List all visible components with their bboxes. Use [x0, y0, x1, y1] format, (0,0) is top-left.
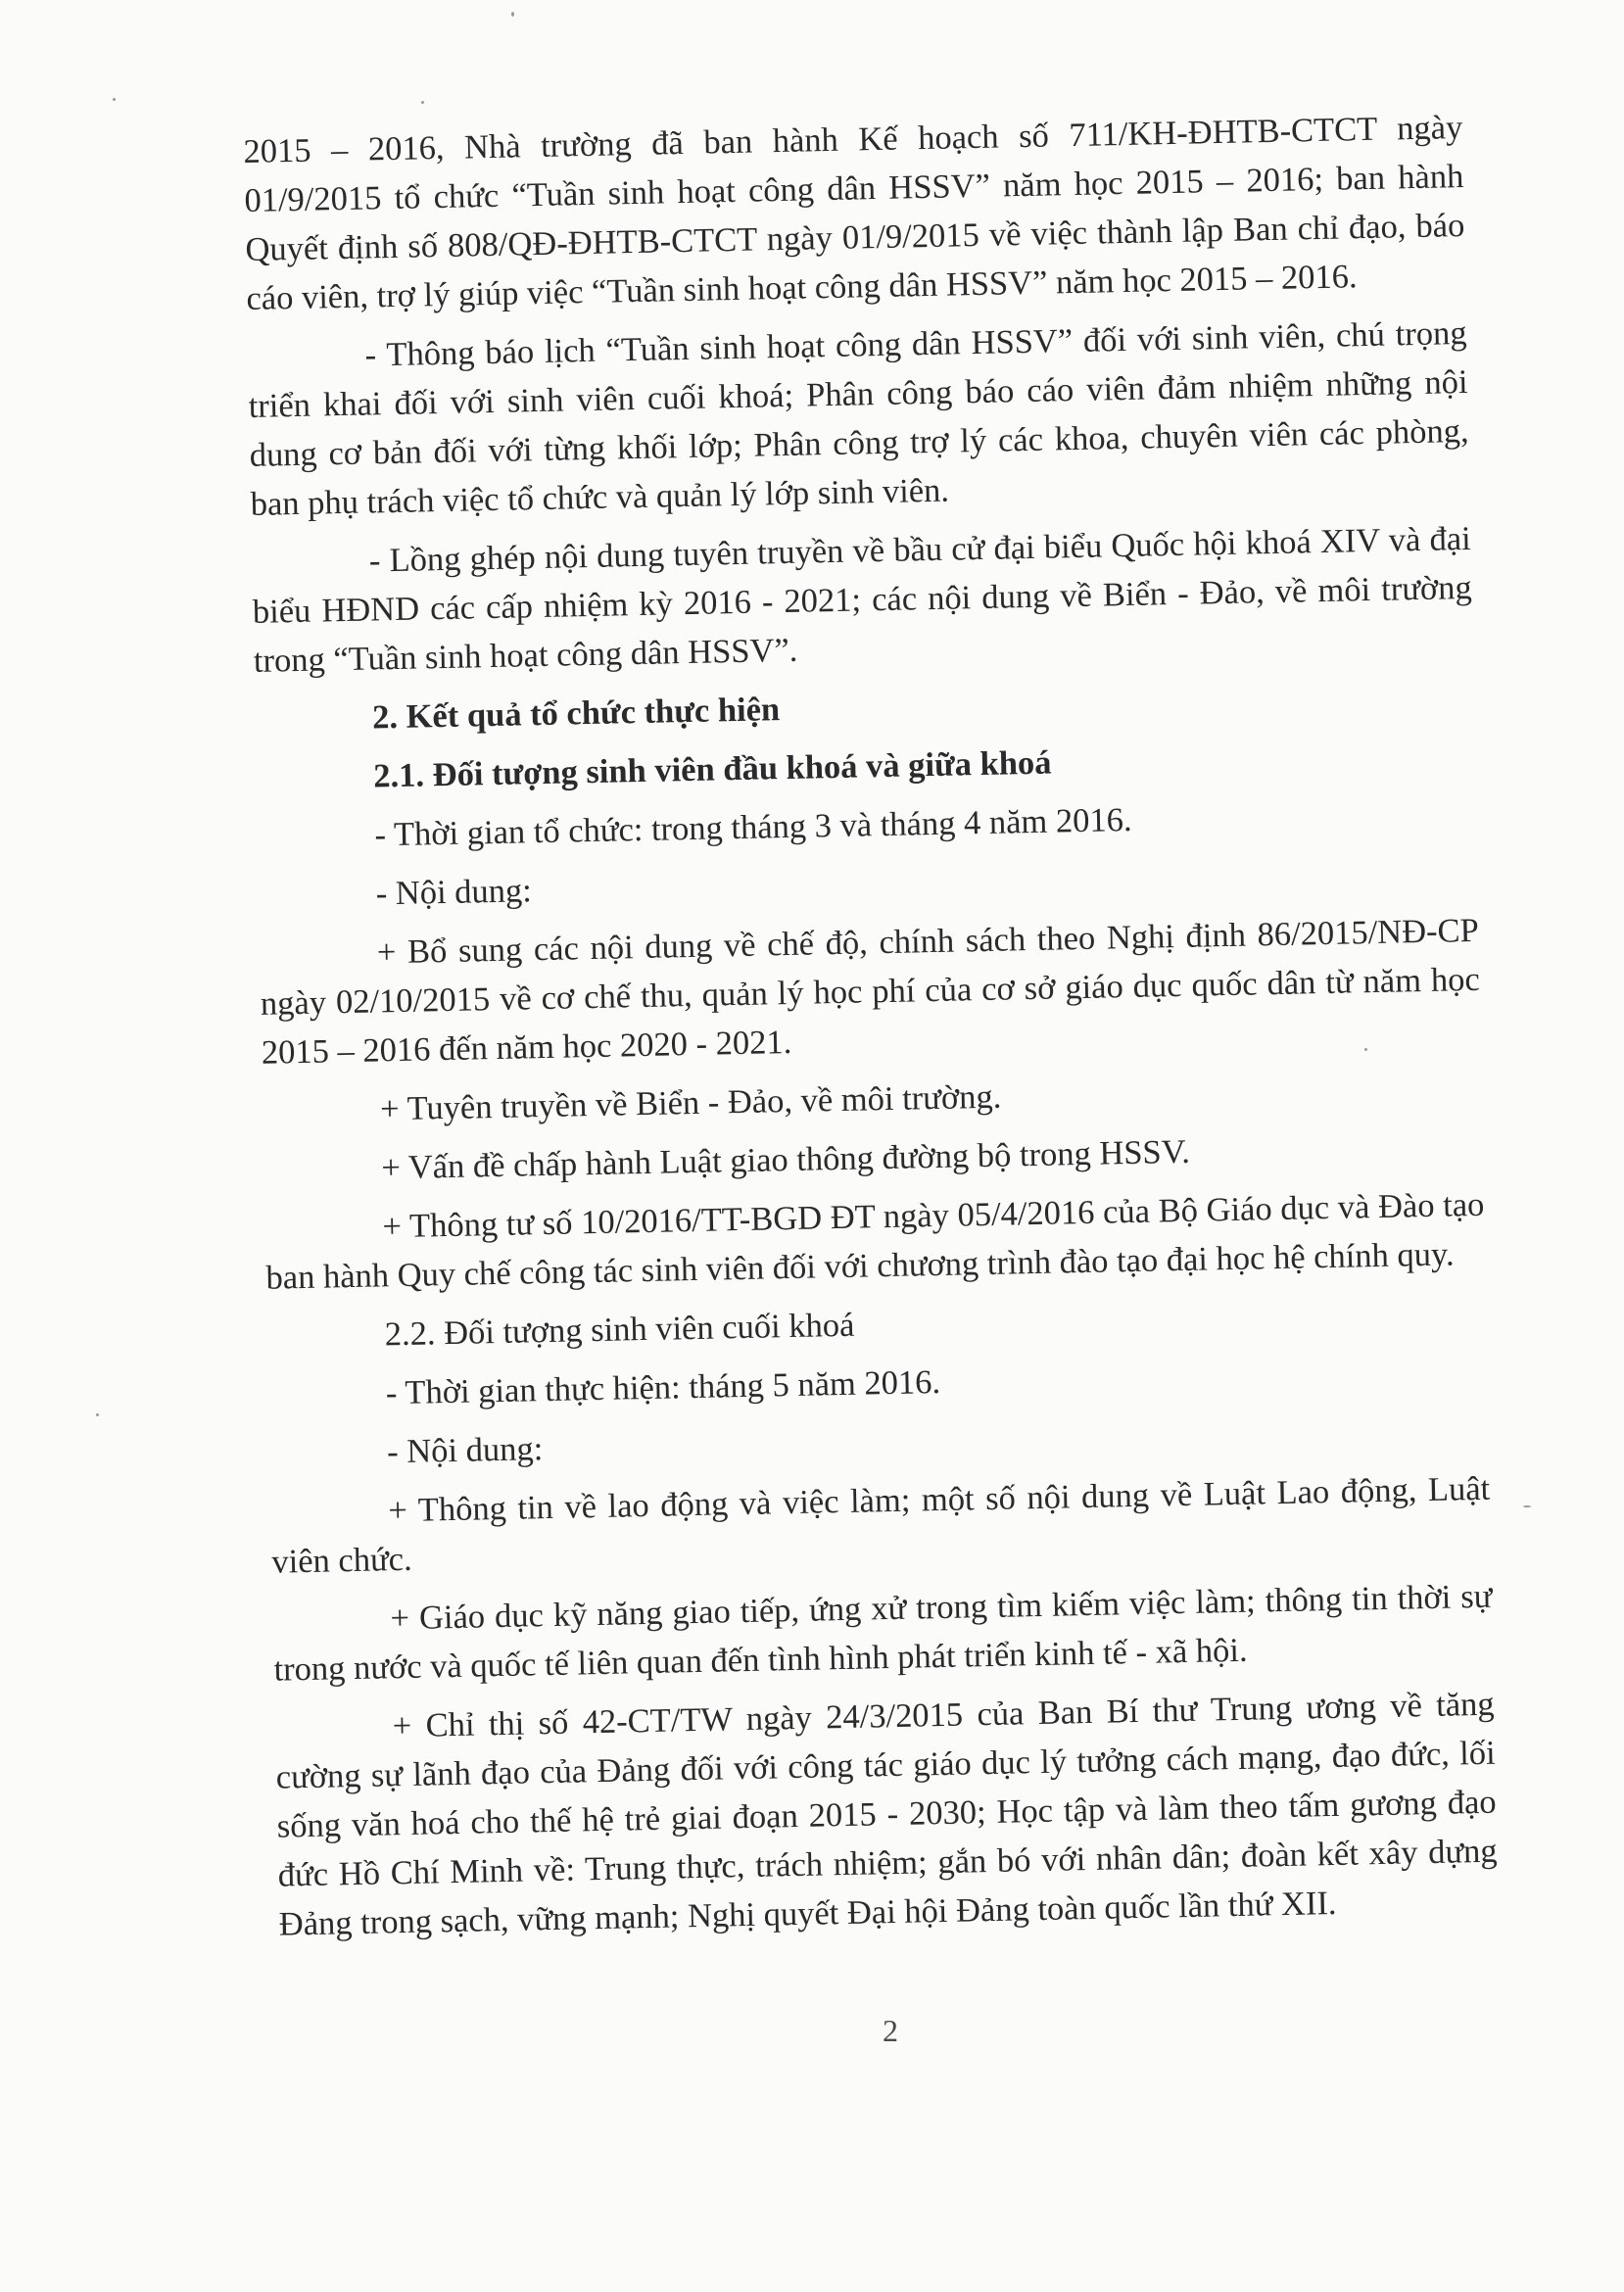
- list-item-labor-employment: + Thông tin về lao động và việc làm; một số nội dung về Luật Lao động, Luật viên chức.: [271, 1469, 1491, 1581]
- page-number: 2: [883, 2013, 898, 2048]
- paragraph-plan-issuance: 2015 – 2016, Nhà trường đã ban hành Kế hoạch số 711/KH-ĐHTB-CTCT ngày 01/9/2015 tổ chức “Tuần sinh hoạt công dân HSSV” năm học 2015 – 2016; ban hành Quyết định số 808/QĐ-ĐHTB-CTCT ngày 01/9/2015 về việc thành lập Ban chỉ đạo, báo cáo viên, trợ lý giúp việc “Tuần sinh hoạt công dân HSSV” năm học 2015 – 2016.: [243, 109, 1465, 317]
- paragraph-content-label: - Nội dung:: [375, 872, 533, 913]
- list-item-decree-86: + Bổ sung các nội dung về chế độ, chính sách theo Nghị định 86/2015/NĐ-CP ngày 02/10/2015 về cơ chế thu, quản lý học phí của cơ sở giáo dục quốc dân từ năm học 2015 – 2016 đến năm học 2020 - 2021.: [260, 911, 1481, 1072]
- list-item-traffic-law: + Vấn đề chấp hành Luật giao thông đường bộ trong HSSV.: [380, 1132, 1191, 1187]
- paragraph-time-implemented: - Thời gian thực hiện: tháng 5 năm 2016.: [385, 1362, 941, 1412]
- section-heading-results: 2. Kết quả tổ chức thực hiện: [371, 691, 781, 737]
- subsection-heading-first-mid-year: 2.1. Đối tượng sinh viên đầu khoá và giữa khoá: [372, 743, 1052, 795]
- scan-speck: [1523, 1505, 1531, 1507]
- scan-speck: [421, 101, 424, 104]
- paragraph-integrated-propaganda: - Lồng ghép nội dung tuyên truyền về bầu cử đại biểu Quốc hội khoá XIV và đại biểu HĐND các cấp nhiệm kỳ 2016 - 2021; các nội dung về Biển - Đảo, về môi trường trong “Tuần sinh hoạt công dân HSSV”.: [252, 519, 1473, 680]
- list-item-directive-42: + Chỉ thị số 42-CT/TW ngày 24/3/2015 của Ban Bí thư Trung ương về tăng cường sự lãnh đạo của Đảng đối với công tác giáo dục lý tưởng cách mạng, đạo đức, lối sống văn hoá cho thế hệ trẻ giai đoạn 2015 - 2030; Học tập và làm theo tấm gương đạo đức Hồ Chí Minh về: Trung thực, trách nhiệm; gắn bó với nhân dân; đoàn kết xây dựng Đảng trong sạch, vững mạnh; Nghị quyết Đại hội Đảng toàn quốc lần thứ XII.: [275, 1685, 1498, 1943]
- paragraph-schedule-notice: - Thông báo lịch “Tuần sinh hoạt công dân HSSV” đối với sinh viên, chú trọng triển khai đối với sinh viên cuối khoá; Phân công báo cáo viên đảm nhiệm những nội dung cơ bản đối với từng khối lớp; Phân công trợ lý các khoa, chuyên viên các phòng, ban phụ trách việc tổ chức và quản lý lớp sinh viên.: [248, 313, 1469, 523]
- document-body: [243, 103, 1499, 1959]
- list-item-circular-10: + Thông tư số 10/2016/TT-BGD ĐT ngày 05/4/2016 của Bộ Giáo dục và Đào tạo ban hành Quy chế công tác sinh viên đối với chương trình đào tạo đại học hệ chính quy.: [265, 1185, 1485, 1297]
- subsection-heading-final-year: 2.2. Đối tượng sinh viên cuối khoá: [384, 1306, 855, 1354]
- scan-speck: [511, 12, 514, 17]
- paragraph-time-organized: - Thời gian tổ chức: trong tháng 3 và tháng 4 năm 2016.: [374, 800, 1132, 854]
- list-item-communication-skills: + Giáo dục kỹ năng giao tiếp, ứng xử trong tìm kiếm việc làm; thông tin thời sự trong nước và quốc tế liên quan đến tình hình phát triển kinh tế - xã hội.: [273, 1577, 1493, 1689]
- scan-speck: [96, 1413, 99, 1416]
- list-item-sea-island: + Tuyên truyền về Biển - Đảo, về môi trường.: [379, 1077, 1002, 1128]
- scan-speck: [1364, 1048, 1367, 1051]
- scan-speck: [113, 98, 116, 101]
- paragraph-content-label-2: - Nội dung:: [386, 1430, 544, 1471]
